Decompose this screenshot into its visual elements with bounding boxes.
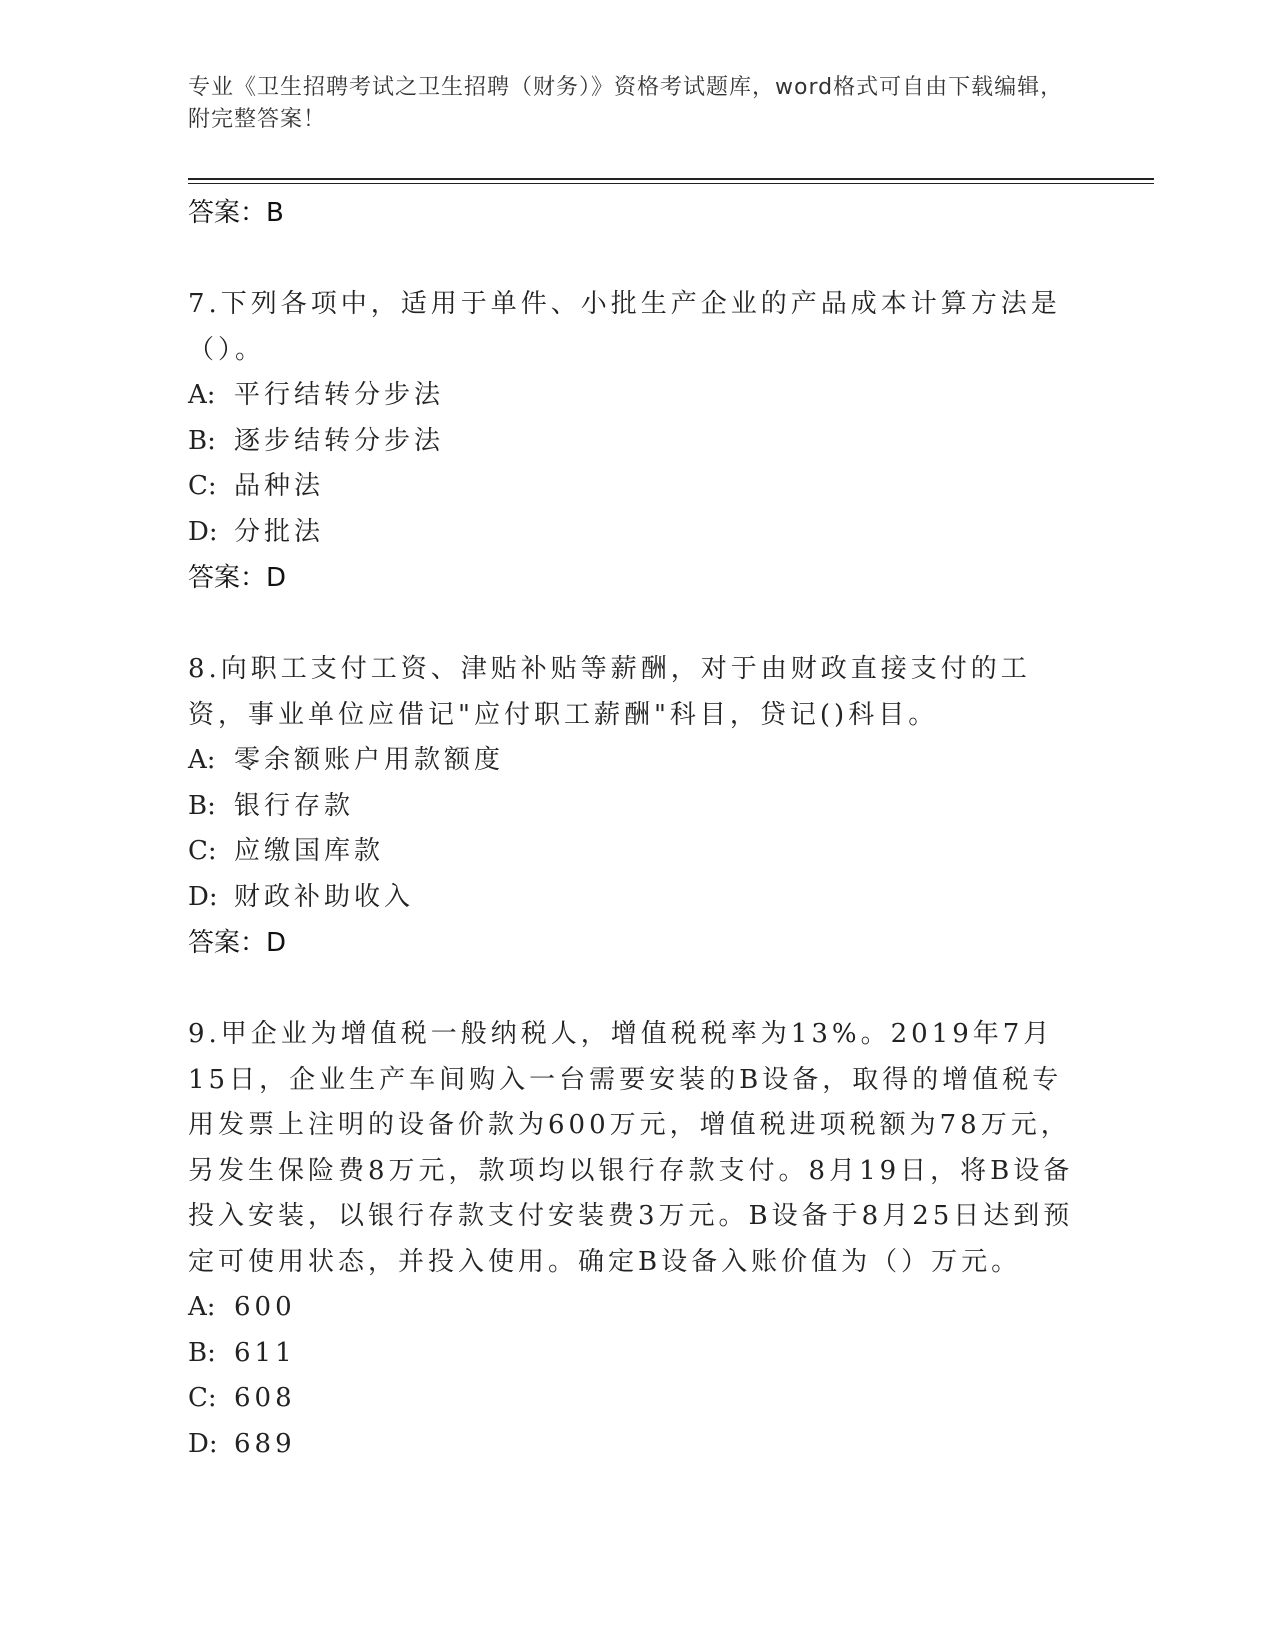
option-text: 品种法 bbox=[234, 471, 325, 501]
option-text: 银行存款 bbox=[234, 790, 355, 821]
option-text: 应缴国库款 bbox=[234, 836, 385, 866]
spacer bbox=[188, 601, 1078, 647]
question-8 bbox=[188, 647, 1078, 966]
spacer bbox=[188, 966, 1078, 1012]
question-9 bbox=[188, 1012, 1078, 1467]
option-text: 分批法 bbox=[234, 516, 325, 547]
option-key: C: bbox=[188, 1383, 217, 1413]
option-key: D: bbox=[188, 516, 218, 547]
question-9-text: 9.甲企业为增值税一般纳税人，增值税税率为13%。2019年7月15日，企业生产车间购入一台需要安装的B设备，取得的增值税专用发票上注明的设备价款为600万元，增值税进项税额为78万元，另发生保险费8万元，款项均以银行存款支付。8月19日，将B设备投入安装，以银行存款支付安装费3万元。B设备于8月25日达到预定可使用状态，并投入使用。确定B设备入账价值为（）万元。 bbox=[188, 1019, 1074, 1277]
option-key: A: bbox=[188, 745, 216, 775]
option-key: C: bbox=[188, 471, 217, 501]
question-8-option-b bbox=[188, 784, 1078, 830]
option-key: A: bbox=[188, 1292, 216, 1322]
option-text: 财政补助收入 bbox=[234, 881, 415, 912]
header-divider-thick bbox=[188, 178, 1154, 180]
option-text: 零余额账户用款额度 bbox=[234, 745, 505, 775]
option-key: A: bbox=[188, 380, 216, 410]
option-text: 逐步结转分步法 bbox=[234, 425, 445, 456]
question-9-option-c bbox=[188, 1376, 1078, 1422]
option-key: B: bbox=[188, 790, 216, 821]
question-7-text: 7.下列各项中，适用于单件、小批生产企业的产品成本计算方法是（）。 bbox=[188, 289, 1061, 365]
question-7-option-d bbox=[188, 510, 1078, 556]
question-7-option-a bbox=[188, 373, 1078, 419]
question-8-option-d bbox=[188, 875, 1078, 921]
option-key: B: bbox=[188, 1337, 216, 1368]
question-8-option-a bbox=[188, 738, 1078, 784]
option-text: 平行结转分步法 bbox=[234, 380, 445, 410]
question-list bbox=[188, 190, 1078, 1467]
option-text: 611 bbox=[234, 1337, 296, 1368]
question-7-option-c bbox=[188, 464, 1078, 510]
option-text: 608 bbox=[234, 1383, 296, 1413]
option-key: B: bbox=[188, 425, 216, 456]
option-text: 689 bbox=[234, 1428, 296, 1459]
header-divider-thin bbox=[188, 183, 1154, 184]
question-8-option-c bbox=[188, 829, 1078, 875]
previous-answer: 答案：B bbox=[188, 198, 284, 228]
question-7-option-b bbox=[188, 419, 1078, 465]
option-text: 600 bbox=[234, 1292, 296, 1322]
question-9-option-d bbox=[188, 1422, 1078, 1468]
question-8-answer: 答案：D bbox=[188, 928, 287, 958]
question-7-answer: 答案：D bbox=[188, 563, 287, 593]
question-7 bbox=[188, 282, 1078, 601]
question-9-option-a bbox=[188, 1285, 1078, 1331]
option-key: D: bbox=[188, 881, 218, 912]
spacer bbox=[188, 236, 1078, 282]
question-9-option-b bbox=[188, 1331, 1078, 1377]
option-key: D: bbox=[188, 1428, 218, 1459]
document-header: 专业《卫生招聘考试之卫生招聘（财务）》资格考试题库，word格式可自由下载编辑，附完整答案！ bbox=[188, 75, 1064, 132]
question-8-text: 8.向职工支付工资、津贴补贴等薪酬，对于由财政直接支付的工资，事业单位应借记"应付职工薪酬"科目，贷记()科目。 bbox=[188, 654, 1031, 730]
option-key: C: bbox=[188, 836, 217, 866]
